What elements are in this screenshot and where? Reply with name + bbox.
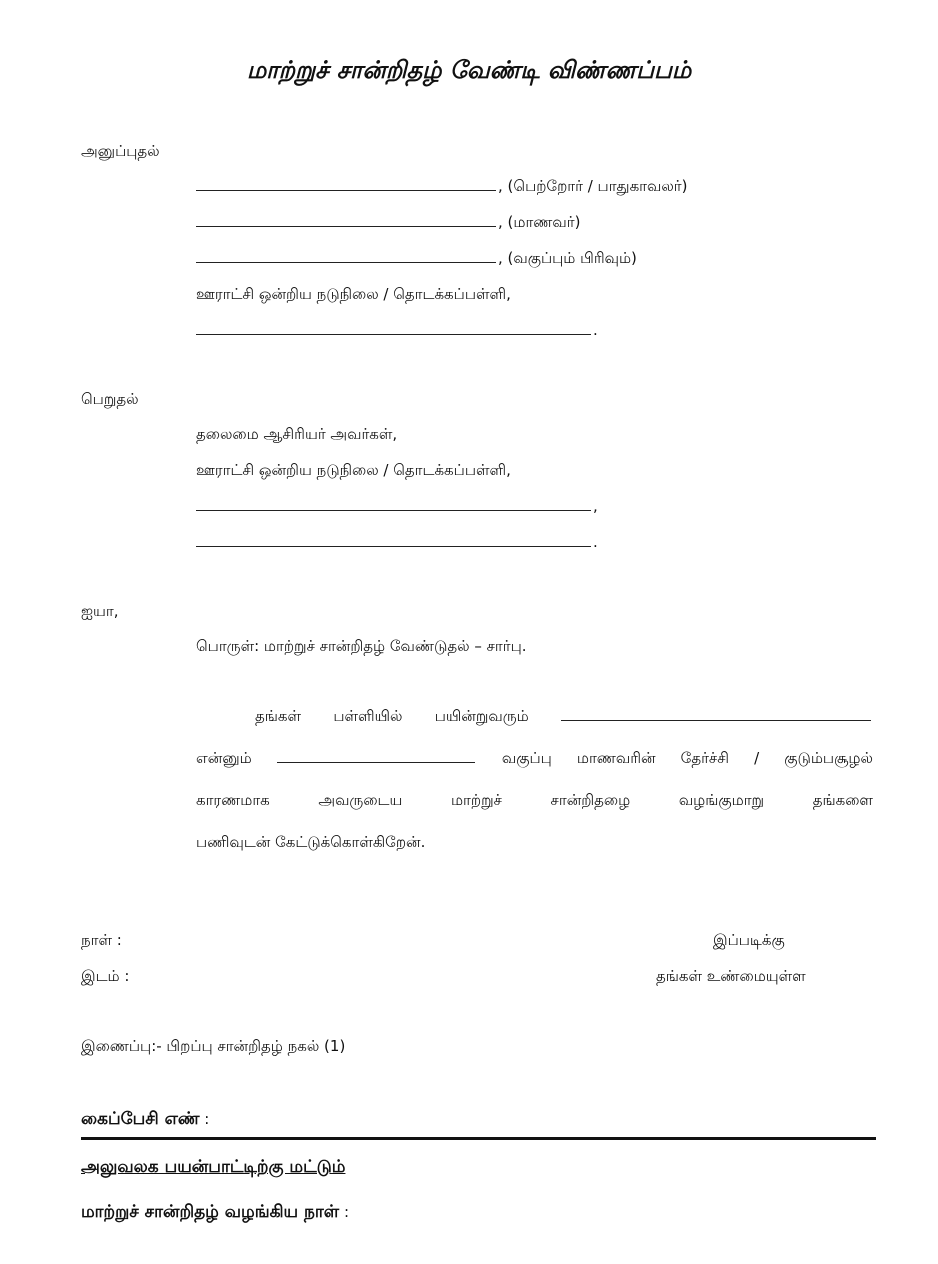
body-word: வழங்குமாறு	[678, 791, 765, 809]
body-word: பள்ளியில்	[333, 707, 403, 725]
body-line2	[196, 751, 873, 766]
sender-heading: அனுப்புதல்	[81, 142, 160, 160]
body-line1	[255, 709, 873, 724]
body-word: மாணவரின்	[576, 749, 656, 767]
sender-address-line	[196, 323, 598, 338]
place-label: இடம் :	[81, 967, 130, 985]
salutation: ஐயா,	[81, 602, 119, 620]
receiver-blank2-suffix: .	[593, 533, 598, 551]
body-word: மாற்றுச்	[450, 791, 502, 809]
sender-address-blank	[196, 333, 591, 335]
receiver-line2: ஊராட்சி ஒன்றிய நடுநிலை / தொடக்கப்பள்ளி,	[196, 461, 511, 479]
parent-name-blank	[196, 189, 496, 191]
mobile-colon: :	[204, 1110, 210, 1128]
class-blank	[196, 261, 496, 263]
page-title: மாற்றுச் சான்றிதழ் வேண்டி விண்ணப்பம்	[246, 56, 692, 84]
student-line	[196, 215, 580, 230]
parent-line	[196, 179, 688, 194]
body-word: அவருடைய	[318, 791, 403, 809]
body-word: /	[754, 749, 760, 767]
parent-suffix: , (பெற்றோர் / பாதுகாவலர்)	[498, 177, 688, 195]
closing-line2: தங்கள் உண்மையுள்ள	[656, 967, 806, 985]
body-word: காரணமாக	[196, 791, 270, 809]
attachment-note: இணைப்பு:- பிறப்பு சான்றிதழ் நகல் (1)	[81, 1037, 346, 1055]
body-word: தங்களை	[812, 791, 873, 809]
tc-issued-label: மாற்றுச் சான்றிதழ் வழங்கிய நாள்	[81, 1202, 340, 1222]
section-divider	[81, 1137, 876, 1140]
class-body-blank	[277, 761, 475, 763]
student-suffix: , (மாணவர்)	[498, 213, 581, 231]
student-name-blank	[196, 225, 496, 227]
class-suffix: , (வகுப்பும் பிரிவும்)	[498, 249, 637, 267]
body-word: என்னும்	[196, 749, 252, 767]
receiver-blank1-suffix: ,	[593, 497, 598, 515]
body-word: வகுப்பு	[501, 749, 552, 767]
subject-line: பொருள்: மாற்றுச் சான்றிதழ் வேண்டுதல் – சார்பு.	[196, 637, 527, 655]
body-line4: பணிவுடன் கேட்டுக்கொள்கிறேன்.	[196, 833, 426, 851]
receiver-line1: தலைமை ஆசிரியர் அவர்கள்,	[196, 425, 398, 443]
body-word: பயின்றுவரும்	[434, 707, 529, 725]
sender-school-line: ஊராட்சி ஒன்றிய நடுநிலை / தொடக்கப்பள்ளி,	[196, 285, 511, 303]
tc-issued-colon: :	[343, 1203, 349, 1221]
sender-address-suffix: .	[593, 321, 598, 339]
student-name-body-blank	[561, 719, 871, 721]
body-line3	[196, 793, 873, 808]
body-word: சான்றிதழை	[550, 791, 631, 809]
receiver-address-line1	[196, 499, 598, 514]
body-word: தங்கள்	[255, 707, 302, 725]
receiver-address-blank1	[196, 509, 591, 511]
date-label: நாள் :	[81, 931, 122, 949]
class-line	[196, 251, 637, 266]
office-use-heading: அலுவலக பயன்பாட்டிற்கு மட்டும்	[81, 1157, 346, 1177]
body-word: தேர்ச்சி	[680, 749, 729, 767]
mobile-label: கைப்பேசி எண்	[81, 1109, 200, 1129]
receiver-address-line2	[196, 535, 598, 550]
body-word: குடும்பசூழல்	[784, 749, 873, 767]
mobile-number-row	[81, 1111, 209, 1128]
closing-line1: இப்படிக்கு	[713, 931, 785, 949]
receiver-address-blank2	[196, 545, 591, 547]
receiver-heading: பெறுதல்	[81, 390, 139, 408]
tc-issued-row	[81, 1204, 349, 1221]
